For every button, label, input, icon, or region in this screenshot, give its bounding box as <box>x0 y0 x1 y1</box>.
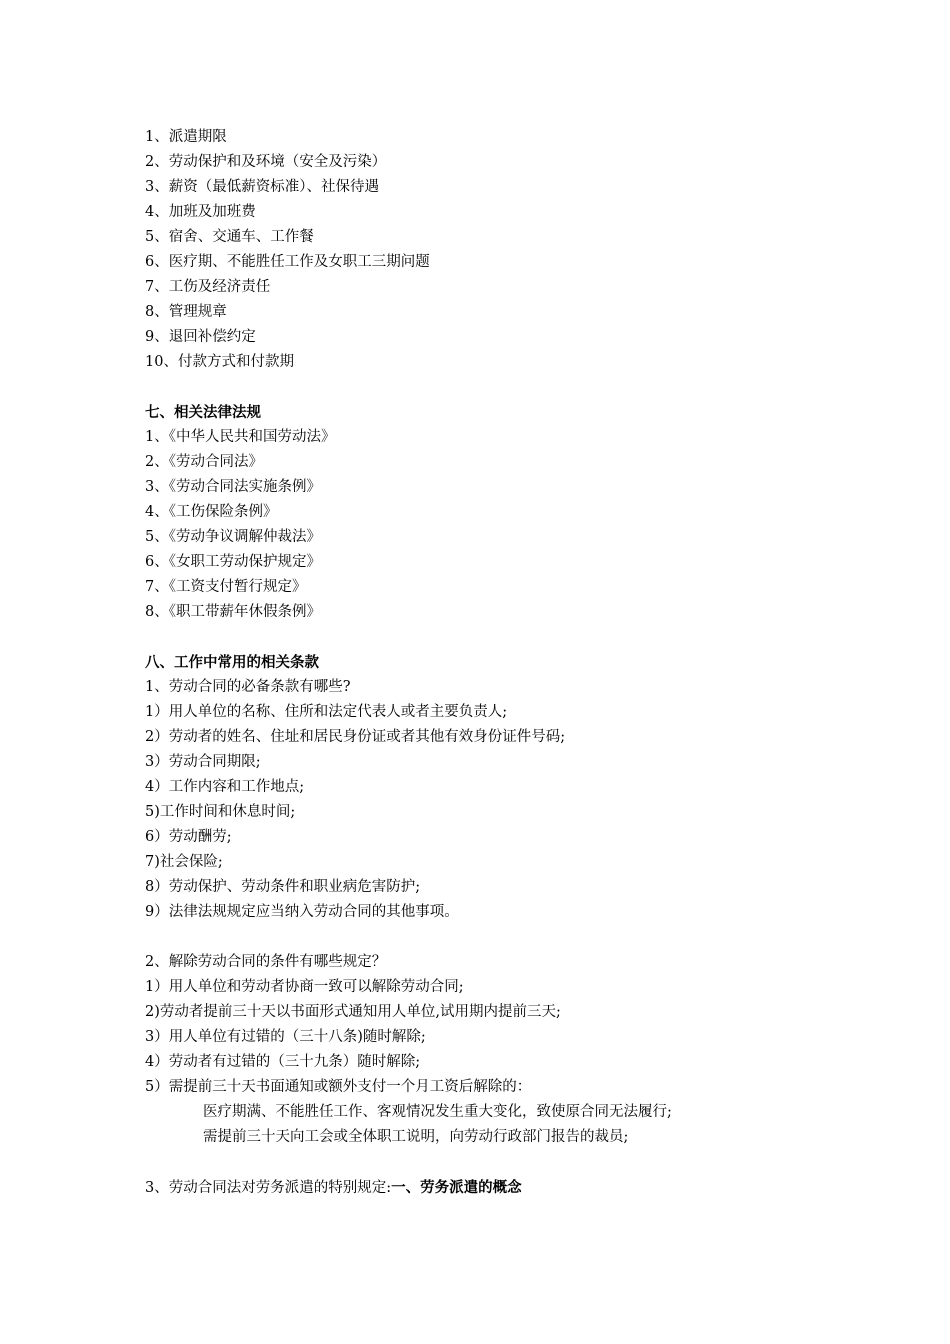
spacer <box>145 375 845 400</box>
list-item: 6、《女职工劳动保护规定》 <box>145 554 321 570</box>
list-item: 2）劳动者的姓名、住址和居民身份证或者其他有效身份证件号码; <box>145 729 566 745</box>
list-item: 2、劳动保护和及环境（安全及污染） <box>145 154 387 170</box>
list-item: 4）工作内容和工作地点; <box>145 779 305 795</box>
question <box>145 1175 845 1200</box>
list-item: 5、《劳动争议调解仲裁法》 <box>145 529 321 545</box>
list-item: 4）劳动者有过错的（三十九条）随时解除; <box>145 1054 421 1070</box>
spacer <box>145 1150 845 1175</box>
list-item: 3、薪资（最低薪资标准）、社保待遇 <box>145 179 379 195</box>
list-item: 1）用人单位的名称、住所和法定代表人或者主要负责人; <box>145 704 508 720</box>
question: 2、解除劳动合同的条件有哪些规定？ <box>145 954 387 970</box>
list-item: 3）劳动合同期限; <box>145 754 261 770</box>
list-item: 1、《中华人民共和国劳动法》 <box>145 429 336 445</box>
list-item: 2、《劳动合同法》 <box>145 454 263 470</box>
list-item: 8）劳动保护、劳动条件和职业病危害防护; <box>145 879 421 895</box>
list-item: 9、退回补偿约定 <box>145 329 256 345</box>
sub-list-item: 医疗期满、不能胜任工作、客观情况发生重大变化，致使原合同无法履行; <box>203 1104 672 1120</box>
list-item: 7、《工资支付暂行规定》 <box>145 579 307 595</box>
section-heading: 七、相关法律法规 <box>145 404 261 421</box>
section-heading: 八、工作中常用的相关条款 <box>145 654 319 671</box>
list-item: 9）法律法规规定应当纳入劳动合同的其他事项。 <box>145 904 459 920</box>
list-item: 8、《职工带薪年休假条例》 <box>145 604 321 620</box>
list-item: 1）用人单位和劳动者协商一致可以解除劳动合同; <box>145 979 464 995</box>
section7 <box>145 400 845 625</box>
list-item: 5)工作时间和休息时间; <box>145 804 296 820</box>
question: 1、劳动合同的必备条款有哪些? <box>145 679 351 695</box>
list-item: 1、派遣期限 <box>145 129 227 145</box>
list-item: 2)劳动者提前三十天以书面形式通知用人单位,试用期内提前三天; <box>145 1004 561 1020</box>
list-item: 3、《劳动合同法实施条例》 <box>145 479 321 495</box>
list-item: 8、管理规章 <box>145 304 227 320</box>
spacer <box>145 925 845 950</box>
list-item: 6）劳动酬劳; <box>145 829 232 845</box>
document-body <box>145 125 845 1200</box>
list-item: 5）需提前三十天书面通知或额外支付一个月工资后解除的： <box>145 1079 532 1095</box>
sub-list-item: 需提前三十天向工会或全体职工说明，向劳动行政部门报告的裁员; <box>203 1129 629 1145</box>
spacer <box>145 625 845 650</box>
list-item: 3）用人单位有过错的（三十八条)随时解除; <box>145 1029 426 1045</box>
list-item: 6、医疗期、不能胜任工作及女职工三期问题 <box>145 254 430 270</box>
section6-list <box>145 125 845 375</box>
list-item: 7)社会保险; <box>145 854 223 870</box>
question-text: 3、劳动合同法对劳务派遣的特别规定: <box>145 1180 392 1196</box>
section8 <box>145 650 845 1200</box>
list-item: 7、工伤及经济责任 <box>145 279 271 295</box>
list-item: 4、加班及加班费 <box>145 204 256 220</box>
subsection-heading: 一、劳务派遣的概念 <box>391 1179 522 1196</box>
list-item: 10、付款方式和付款期 <box>145 354 294 370</box>
list-item: 5、宿舍、交通车、工作餐 <box>145 229 314 245</box>
list-item: 4、《工伤保险条例》 <box>145 504 278 520</box>
